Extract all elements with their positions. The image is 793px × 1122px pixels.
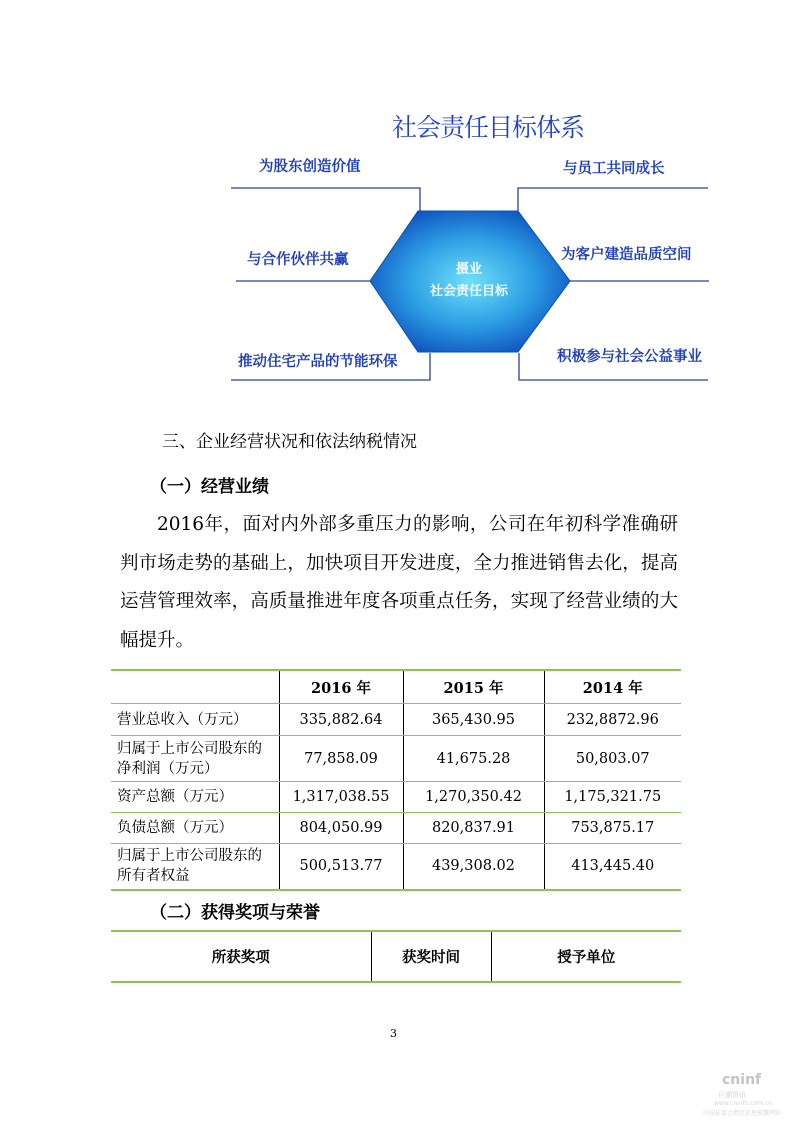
- financial-table: [111, 669, 681, 891]
- header-cell: 2014 年: [544, 670, 681, 704]
- subsection-heading-awards: （二）获得奖项与荣誉: [150, 903, 320, 923]
- table-header-row: [111, 670, 681, 704]
- table-cell: 77,858.09: [279, 736, 403, 782]
- cninfo-tagline: 中国证监会指定信息披露网站: [703, 1110, 782, 1117]
- diagram-connectors: [0, 0, 793, 400]
- row-label: 营业总收入（万元）: [111, 704, 279, 736]
- table-cell: 1,270,350.42: [403, 782, 544, 813]
- table-header-row: [111, 931, 681, 982]
- diagram-title: 社会责任目标体系: [392, 113, 585, 142]
- goal-customer-quality-space: 为客户建造品质空间: [561, 247, 692, 263]
- table-cell: 1,317,038.55: [279, 782, 403, 813]
- header-cell: [111, 670, 279, 704]
- goal-shareholder-value: 为股东创造价值: [259, 159, 361, 175]
- goal-employee-growth: 与员工共同成长: [563, 161, 665, 177]
- row-label: 归属于上市公司股东的净利润（万元）: [111, 736, 279, 782]
- header-cell: 所获奖项: [111, 931, 371, 982]
- goal-energy-saving: 推动住宅产品的节能环保: [238, 354, 398, 370]
- hexagon-label-line2: 社会责任目标: [429, 284, 508, 299]
- table-cell: 365,430.95: [403, 704, 544, 736]
- performance-paragraph: 2016年，面对内外部多重压力的影响，公司在年初科学准确研判市场走势的基础上，加快项目开发进度，全力推进销售去化，提高运营管理效率，高质量推进年度各项重点任务，实现了经营业绩的大幅提升。: [120, 514, 678, 651]
- table-row: [111, 844, 681, 890]
- subsection-heading-performance: （一）经营业绩: [150, 477, 269, 497]
- connector-top-left: [231, 188, 420, 211]
- table-cell: 1,175,321.75: [544, 782, 681, 813]
- table-cell: 804,050.99: [279, 813, 403, 844]
- header-cell: 2015 年: [403, 670, 544, 704]
- table-cell: 50,803.07: [544, 736, 681, 782]
- table-cell: 753,875.17: [544, 813, 681, 844]
- goal-public-welfare: 积极参与社会公益事业: [557, 349, 702, 365]
- table-cell: 41,675.28: [403, 736, 544, 782]
- table-row: [111, 704, 681, 736]
- row-label: 资产总额（万元）: [111, 782, 279, 813]
- row-label: 归属于上市公司股东的所有者权益: [111, 844, 279, 890]
- table-cell: 439,308.02: [403, 844, 544, 890]
- table-cell: 413,445.40: [544, 844, 681, 890]
- awards-table: [111, 930, 681, 983]
- table-cell: 500,513.77: [279, 844, 403, 890]
- table-cell: 820,837.91: [403, 813, 544, 844]
- cninfo-name: 巨潮资讯: [718, 1091, 746, 1099]
- table-row: [111, 736, 681, 782]
- table-cell: 335,882.64: [279, 704, 403, 736]
- header-cell: 授予单位: [491, 931, 681, 982]
- hexagon-label-line1: 摄业: [455, 262, 482, 277]
- table-cell: 232,8872.96: [544, 704, 681, 736]
- page-number: 3: [390, 1027, 397, 1040]
- section-heading: 三、企业经营状况和依法纳税情况: [162, 432, 417, 452]
- table-row: [111, 782, 681, 813]
- row-label: 负债总额（万元）: [111, 813, 279, 844]
- cninfo-logo: cninf: [722, 1072, 762, 1088]
- connector-top-right: [518, 188, 708, 211]
- header-cell: 获奖时间: [371, 931, 491, 982]
- goal-partner-win: 与合作伙伴共赢: [247, 252, 349, 268]
- table-row: [111, 813, 681, 844]
- cninfo-url: www.cninfo.com.cn: [714, 1100, 773, 1107]
- header-cell: 2016 年: [279, 670, 403, 704]
